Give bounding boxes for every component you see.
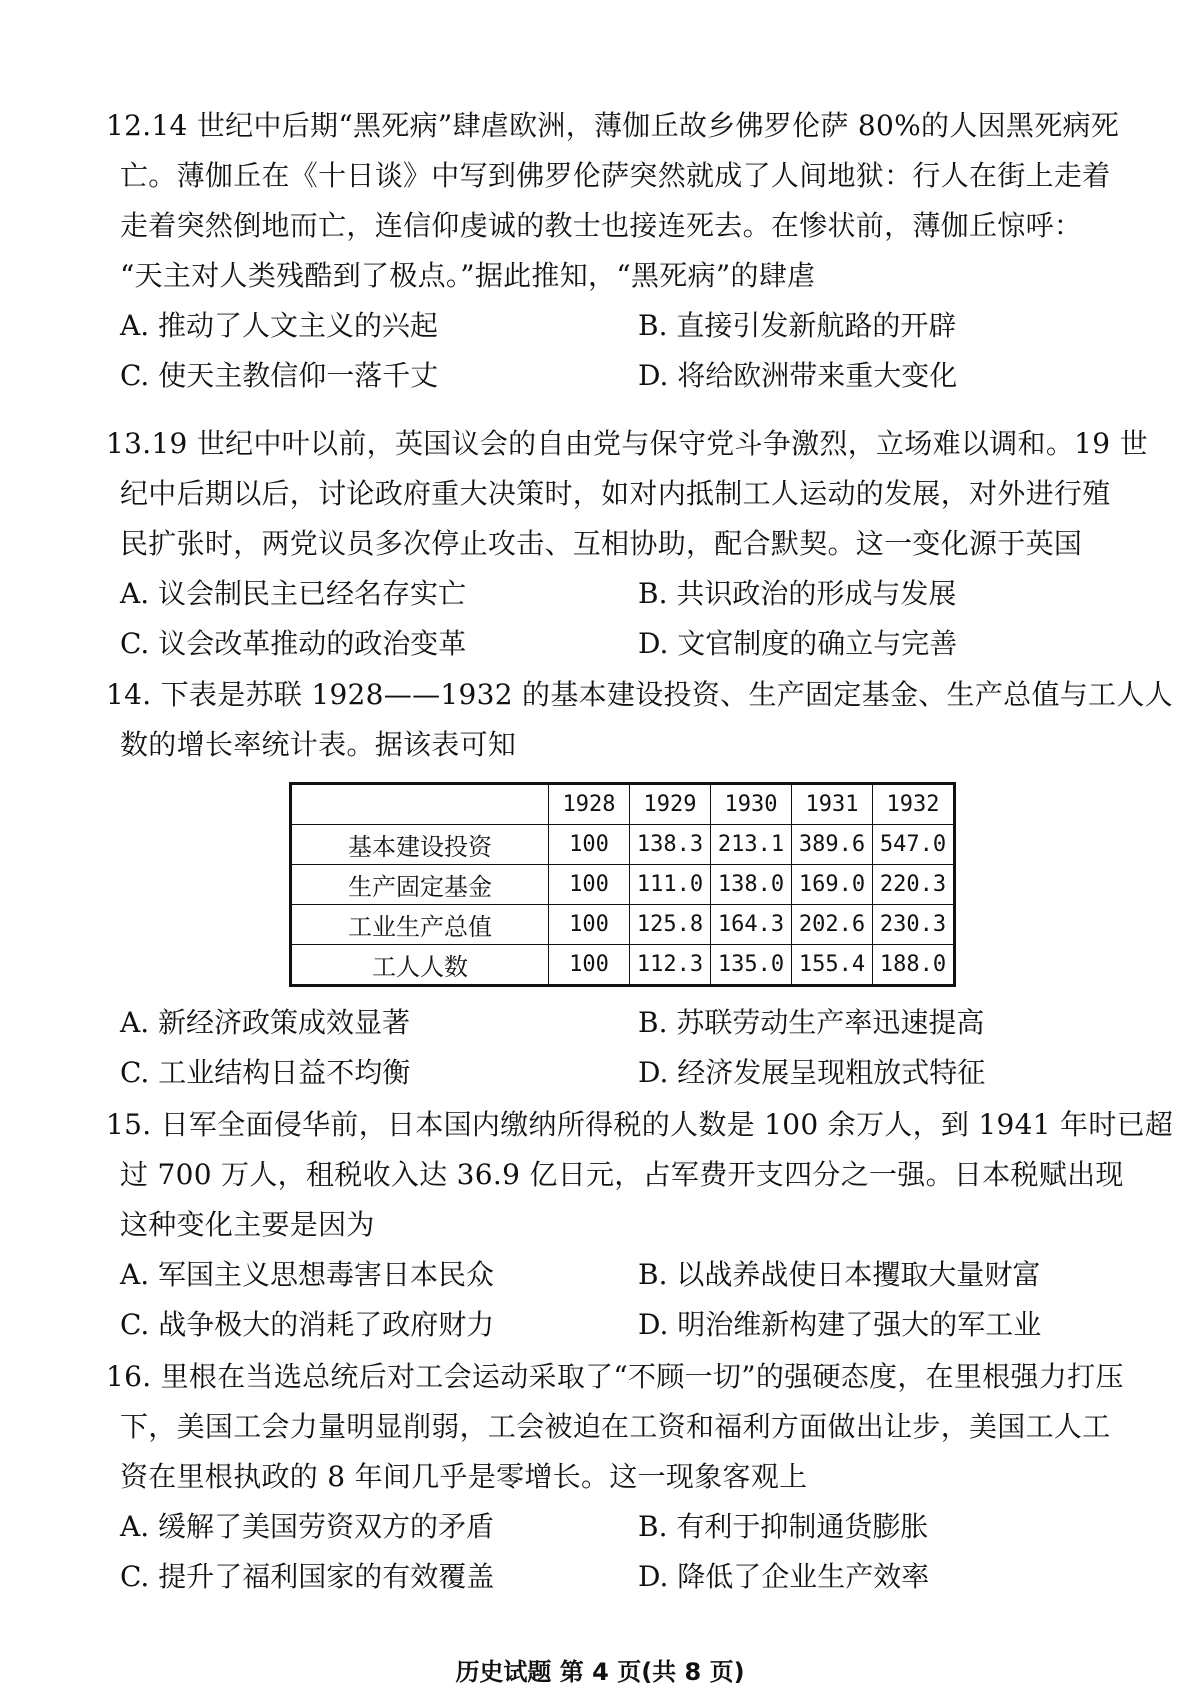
table-cell: 202.6 [792,905,873,945]
table-cell: 100 [549,905,630,945]
table-corner-cell [291,784,549,825]
question-14-options-block [120,998,1125,1098]
question-16 [106,1352,1125,1602]
question-12-option-c: C. 使天主教信仰一落千丈 [120,359,439,392]
table-cell: 100 [549,825,630,865]
table-header-row [291,784,955,825]
table-year-header: 1929 [630,784,711,825]
question-16-option-a: A. 缓解了美国劳资双方的矛盾 [120,1510,495,1543]
question-16-options [120,1502,1125,1602]
question-13-option-d: D. 文官制度的确立与完善 [638,627,958,660]
question-15-option-a: A. 军国主义思想毒害日本民众 [120,1258,495,1291]
question-15-option-d: D. 明治维新构建了强大的军工业 [638,1308,1042,1341]
question-12-option-a: A. 推动了人文主义的兴起 [120,309,439,342]
table-cell: 112.3 [630,945,711,986]
table-row-label: 工人人数 [291,945,549,986]
question-14-line-1: 14. 下表是苏联 1928——1932 的基本建设投资、生产固定基金、生产总值与工人人 [106,678,1173,711]
question-12 [106,101,1125,401]
table-cell: 188.0 [873,945,955,986]
table-cell: 135.0 [711,945,792,986]
table-cell: 213.1 [711,825,792,865]
question-16-line-1: 16. 里根在当选总统后对工会运动采取了“不顾一切”的强硬态度，在里根强力打压 [106,1360,1124,1393]
question-13-options [120,569,1125,669]
table-cell: 155.4 [792,945,873,986]
table-cell: 547.0 [873,825,955,865]
question-13-option-b: B. 共识政治的形成与发展 [638,577,957,610]
table-cell: 169.0 [792,865,873,905]
table-cell: 100 [549,865,630,905]
question-13-line-3: 民扩张时，两党议员多次停止攻击、互相协助，配合默契。这一变化源于英国 [120,527,1083,560]
question-14-option-c: C. 工业结构日益不均衡 [120,1056,411,1089]
table-row [291,865,955,905]
question-15-option-b: B. 以战养战使日本攫取大量财富 [638,1258,1041,1291]
question-15-option-c: C. 战争极大的消耗了政府财力 [120,1308,495,1341]
table-row-label: 工业生产总值 [291,905,549,945]
question-12-line-4: “天主对人类残酷到了极点。”据此推知，“黑死病”的肆虐 [120,259,816,292]
table-cell: 125.8 [630,905,711,945]
table-row [291,825,955,865]
question-16-option-c: C. 提升了福利国家的有效覆盖 [120,1560,495,1593]
table-cell: 230.3 [873,905,955,945]
table-year-header: 1928 [549,784,630,825]
question-15-line-2: 过 700 万人，租税收入达 36.9 亿日元，占军费开支四分之一强。日本税赋出现 [120,1158,1124,1191]
table-row [291,945,955,986]
table-cell: 138.3 [630,825,711,865]
question-15-line-3: 这种变化主要是因为 [120,1208,375,1241]
table-row [291,905,955,945]
question-15-line-1: 15. 日军全面侵华前，日本国内缴纳所得税的人数是 100 余万人，到 1941 年时已超 [106,1108,1174,1141]
table-cell: 138.0 [711,865,792,905]
question-16-line-2: 下，美国工会力量明显削弱，工会被迫在工资和福利方面做出让步，美国工人工 [120,1410,1111,1443]
question-16-line-3: 资在里根执政的 8 年间几乎是零增长。这一现象客观上 [120,1460,808,1493]
question-13 [106,419,1148,669]
question-12-option-d: D. 将给欧洲带来重大变化 [638,359,958,392]
question-14-options [120,998,1125,1098]
question-12-line-1: 12.14 世纪中后期“黑死病”肆虐欧洲，薄伽丘故乡佛罗伦萨 80%的人因黑死病死 [106,109,1120,142]
question-12-line-2: 亡。薄伽丘在《十日谈》中写到佛罗伦萨突然就成了人间地狱：行人在街上走着 [120,159,1111,192]
table-cell: 164.3 [711,905,792,945]
question-13-line-2: 纪中后期以后，讨论政府重大决策时，如对内抵制工人运动的发展，对外进行殖 [120,477,1111,510]
question-12-option-b: B. 直接引发新航路的开辟 [638,309,957,342]
question-14-option-b: B. 苏联劳动生产率迅速提高 [638,1006,985,1039]
question-13-line-1: 13.19 世纪中叶以前，英国议会的自由党与保守党斗争激烈，立场难以调和。19 世 [106,427,1148,460]
question-14-line-2: 数的增长率统计表。据该表可知 [120,728,517,761]
table-cell: 100 [549,945,630,986]
table-row-label: 基本建设投资 [291,825,549,865]
question-12-options [120,301,1125,401]
question-15-options [120,1250,1125,1350]
table-cell: 111.0 [630,865,711,905]
statistics-table [289,782,956,987]
question-12-line-3: 走着突然倒地而亡，连信仰虔诚的教士也接连死去。在惨状前，薄伽丘惊呼： [120,209,1083,242]
table-year-header: 1930 [711,784,792,825]
table-cell: 220.3 [873,865,955,905]
question-13-option-a: A. 议会制民主已经名存实亡 [120,577,467,610]
table-year-header: 1932 [873,784,955,825]
table-year-header: 1931 [792,784,873,825]
table-cell: 389.6 [792,825,873,865]
question-16-option-b: B. 有利于抑制通货膨胀 [638,1510,929,1543]
question-16-option-d: D. 降低了企业生产效率 [638,1560,930,1593]
question-14-option-d: D. 经济发展呈现粗放式特征 [638,1056,986,1089]
question-13-option-c: C. 议会改革推动的政治变革 [120,627,467,660]
question-14-option-a: A. 新经济政策成效显著 [120,1006,411,1039]
question-15 [106,1100,1174,1350]
table-row-label: 生产固定基金 [291,865,549,905]
question-14 [106,670,1173,770]
page-footer: 历史试题 第 4 页(共 8 页) [455,1658,745,1686]
